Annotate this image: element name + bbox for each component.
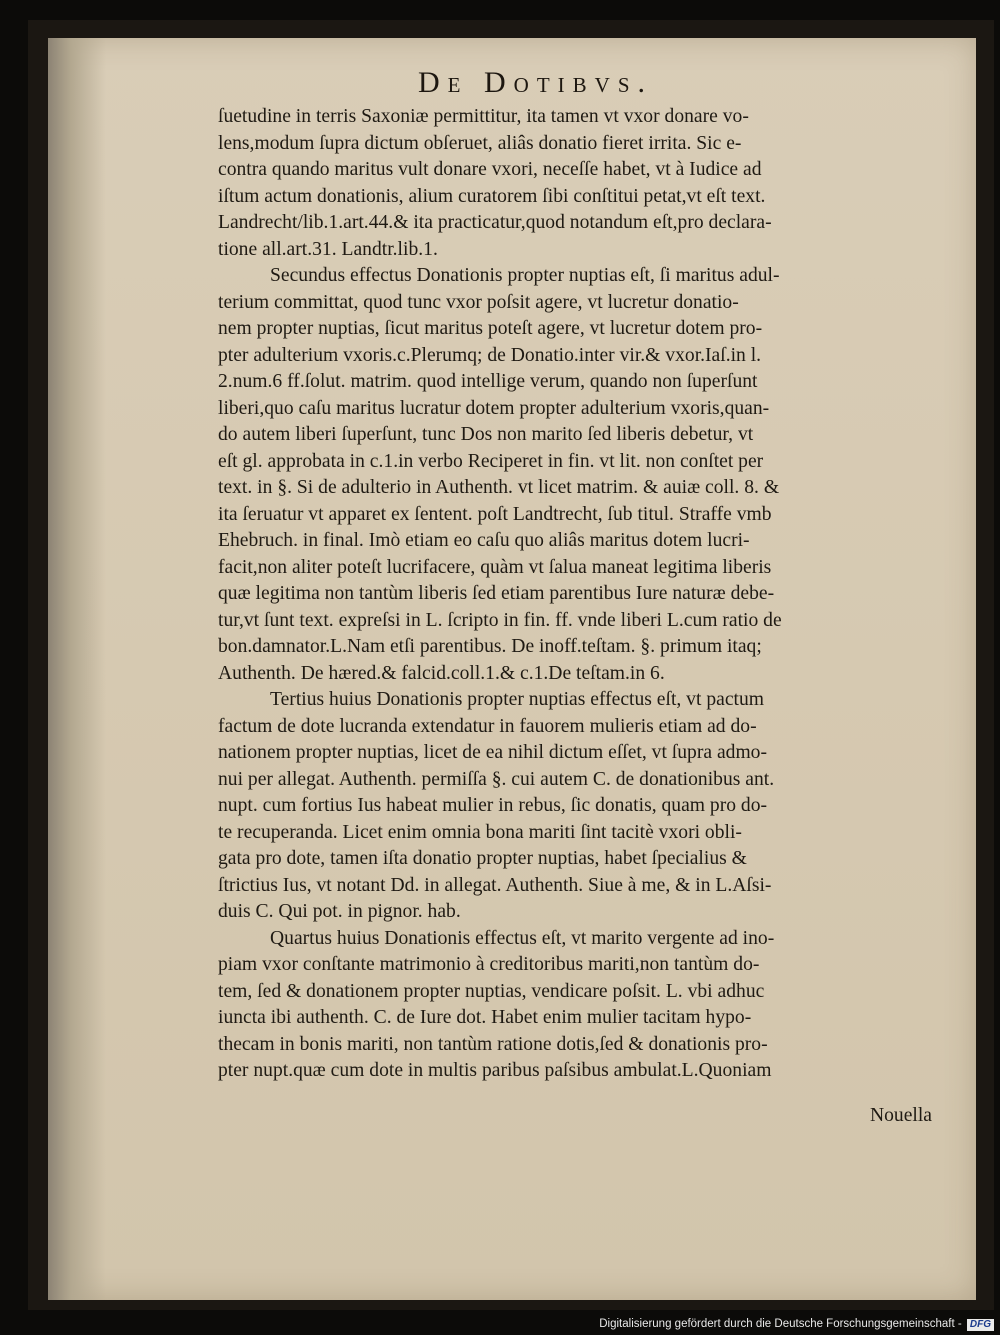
text-line: tur,vt ſunt text. expreſsi in L. ſcripto in fin. ff. vnde liberi L.cum ratio de (218, 609, 782, 631)
text-line: bon.damnator.L.Nam etſi parentibus. De inoff.teſtam. §. primum itaq; (218, 636, 762, 657)
text-line: Landrecht/lib.1.art.44.& ita practicatur,quod notandum eſt,pro declara- (218, 212, 772, 233)
text-line: ſtrictius Ius, vt notant Dd. in allegat. Authenth. Siue à me, & in L.Aſsi- (218, 874, 772, 896)
footer-text: Digitalisierung gefördert durch die Deutsche Forschungsgemeinschaft - (599, 1318, 962, 1330)
text-line: thecam in bonis mariti, non tantùm ratione dotis,ſed & donationis pro- (218, 1033, 768, 1055)
text-line: duis C. Qui pot. in pignor. hab. (218, 901, 461, 922)
text-line: contra quando maritus vult donare vxori, neceſſe habet, vt à Iudice ad (218, 159, 762, 180)
text-line: Tertius huius Donationis propter nuptias effectus eſt, vt pactum (270, 689, 764, 710)
text-line: liberi,quo caſu maritus lucratur dotem propter adulterium vxoris,quan- (218, 397, 770, 419)
text-line: tem, ſed & donationem propter nuptias, vendicare poſsit. L. vbi adhuc (218, 980, 765, 1002)
text-line: te recuperanda. Licet enim omnia bona mariti ſint tacitè vxori obli- (218, 821, 742, 843)
text-line: nationem propter nuptias, licet de ea nihil dictum eſſet, vt ſupra admo- (218, 742, 768, 763)
text-line: quæ legitima non tantùm liberis ſed etiam parentibus Iure naturæ debe- (218, 583, 775, 604)
text-line: gata pro dote, tamen iſta donatio propter nuptias, habet ſpecialius & (218, 848, 747, 869)
running-header: De Dotibvs. (418, 66, 653, 99)
page-gutter (48, 38, 106, 1300)
catchword: Nouella (869, 1105, 932, 1126)
text-line: facit,non aliter poteſt lucrifacere, quàm vt ſalua maneat legitima liberis (218, 556, 772, 578)
body-text (218, 104, 928, 1085)
text-line: eſt gl. approbata in c.1.in verbo Reciperet in fin. vt lit. non conſtet per (218, 450, 764, 472)
text-line: nupt. cum fortius Ius habeat mulier in rebus, ſic donatis, quam pro do- (218, 795, 768, 816)
text-line: do autem liberi ſuperſunt, tunc Dos non marito ſed liberis debetur, vt (218, 424, 754, 445)
text-line: piam vxor conſtante matrimonio à creditoribus mariti,non tantùm do- (218, 954, 760, 975)
text-line: terium committat, quod tunc vxor poſsit agere, vt lucretur donatio- (218, 291, 739, 313)
text-line: ſuetudine in terris Saxoniæ permittitur, ita tamen vt vxor donare vo- (218, 106, 749, 127)
text-line: tione all.art.31. Landtr.lib.1. (218, 238, 438, 260)
text-line: nui per allegat. Authenth. permiſſa §. cui autem C. de donationibus ant. (218, 768, 775, 790)
text-line: nem propter nuptias, ſicut maritus poteſt agere, vt lucretur dotem pro- (218, 318, 763, 339)
text-line: lens,modum ſupra dictum obſeruet, aliâs donatio fieret irrita. Sic e- (218, 132, 742, 154)
text-line: text. in §. Si de adulterio in Authenth. vt licet matrim. & auiæ coll. 8. & (218, 477, 780, 498)
text-line: ita ſeruatur vt apparet ex ſentent. poſt Landtrecht, ſub titul. Straffe vmb (218, 503, 772, 525)
text-line: factum de dote lucranda extendatur in fauorem mulieris etiam ad do- (218, 715, 757, 737)
text-line: Quartus huius Donationis effectus eſt, vt marito vergente ad ino- (270, 927, 775, 949)
text-line: pter adulterium vxoris.c.Plerumq; de Donatio.inter vir.& vxor.Iaſ.in l. (218, 344, 762, 366)
dfg-logo: DFG (967, 1319, 994, 1331)
text-line: pter nupt.quæ cum dote in multis paribus paſsibus ambulat.L.Quoniam (218, 1060, 772, 1081)
text-line: Authenth. De hæred.& falcid.coll.1.& c.1.De teſtam.in 6. (218, 662, 665, 684)
text-line: iuncta ibi authenth. C. de Iure dot. Habet enim mulier tacitam hypo- (218, 1007, 752, 1028)
text-line: iſtum actum donationis, alium curatorem ſibi conſtitui petat,vt eſt text. (218, 185, 766, 207)
text-line: Ehebruch. in final. Imò etiam eo caſu quo aliâs maritus dotem lucri- (218, 530, 750, 551)
text-line: 2.num.6 ff.ſolut. matrim. quod intellige verum, quando non ſuperſunt (218, 371, 758, 392)
digitization-footer (599, 1318, 994, 1331)
text-line: Secundus effectus Donationis propter nuptias eſt, ſi maritus adul- (270, 265, 780, 286)
